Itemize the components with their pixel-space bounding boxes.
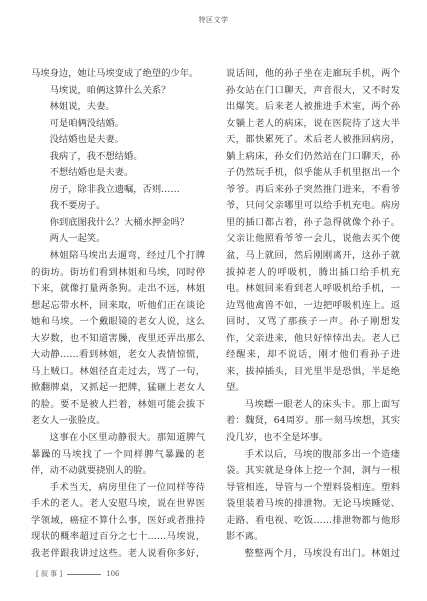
article-body [31,66,401,562]
paragraph: 房子，除非我立遗嘱，否则…… [49,183,180,195]
paragraph: 马埃说，咱俩这算什么关系？ [49,84,171,96]
paragraph: 林姐陪马埃出去遛弯，经过几个打牌的街坊。街坊们看到林姐和马埃，同时停下来，就像打量两条狗。走出不远，林姐想起忘带水杯，回来取，听他们正在谈论她和马埃。一个戴眼镜的老女人说，这么大岁数，也不知道害臊，夜里还弄出那么大动静……看到林姐，老女人表情惊慌，马上贼口。林姐径直走过去，骂了一句，掀翻牌桌，又抓起一把牌，猛砸上老女人的脸。要不是被人拦着，林姐可能会拔下老女人一张脸皮。 [31,250,205,427]
section-label: [ 叙 事 ] [36,570,63,578]
paragraph: 可是咱俩没结婚。 [49,117,124,129]
paragraph: 马埃身边，她让马埃变成了绝望的少年。 [31,68,199,79]
left-column [31,66,205,562]
paragraph: 手术当天，病房里住了一位同样等待手术的老人。老人安慰马埃，说在世界医学领域，癌症不算什么事，医好或者推持现状的概率超过百分之七十……马埃说，我老伴跟我讲过这些。老人说看你多好， [31,481,205,559]
paragraph: 说话间，他的孙子坐在走廊玩手机，两个孙女站在门口聊天，声音很大，又不时发出爆笑。后来老人被推进手术室，两个孙女躺上老人的病床，说在医院待了这大半天，都快累死了。术后老人被推回病房，躺上病床，孙女们仍然站在门口聊天，孙子仍然玩手机，似乎能从手机里抠出一个爷爷。再后来孙子突然推门进来，不看爷爷，只问父亲哪里可以给手机充电。病房里的插口都占着，孙子急得就像个孙子。父亲让他照看爷爷一会儿，说他去买个便盆，马上就回，然后刚刚离开，这孙子就拔掉老人的呼吸机，腾出插口给手机充电。林姐回来看到老人呼吸机给手机，一边骂他禽兽不如，一边把呼吸机连上。返回时，又骂了那孩子一声。孙子刚想发作，父亲进来，他只好悻悻出去。老人已经醒来，却不说话，刚才他们看孙子进来，拔掉插头，目光里半是恐惧，半是绝望。 [226,68,400,394]
paragraph: 我病了，我不想结婚。 [49,150,143,162]
paragraph: 这事在小区里动静很大。那知道脾气暴躁的马埃找了一个同样脾气暴躁的老伴，动不动就要挠别人的脸。 [31,432,205,477]
footer-rule [67,574,101,575]
journal-title-header: 特区文学 [198,16,229,24]
page-number: 106 [106,570,120,578]
right-column [226,66,400,562]
paragraph: 不想结婚也是夫妻。 [49,167,134,179]
paragraph: 我不要房子。 [49,200,106,212]
paragraph: 你到底图我什么？大桶水押金吗？ [49,216,190,228]
paragraph: 没结婚也是夫妻。 [49,134,124,146]
paragraph: 整整两个月，马埃没有出门。林姐过 [244,547,400,559]
paragraph: 手术以后，马埃的腹部多出一个造瘘袋。其实就是身体上挖一个洞，洞与一根导管相连，导管与一个塑料袋相连。塑料袋里装着马埃的排泄物。无论马埃睡觉、走路、看电视、吃饭……排泄物都与他形影不离。 [226,448,400,543]
paragraph: 马埃瞟一眼老人的床头卡。那上面写着：魏贤，64周岁。那一刻马埃想，其实没几岁，也不全是坏事。 [226,398,400,444]
page-footer [36,569,120,579]
paragraph: 两人一起笑。 [49,233,106,245]
paragraph: 林姐说，夫妻。 [49,101,115,113]
